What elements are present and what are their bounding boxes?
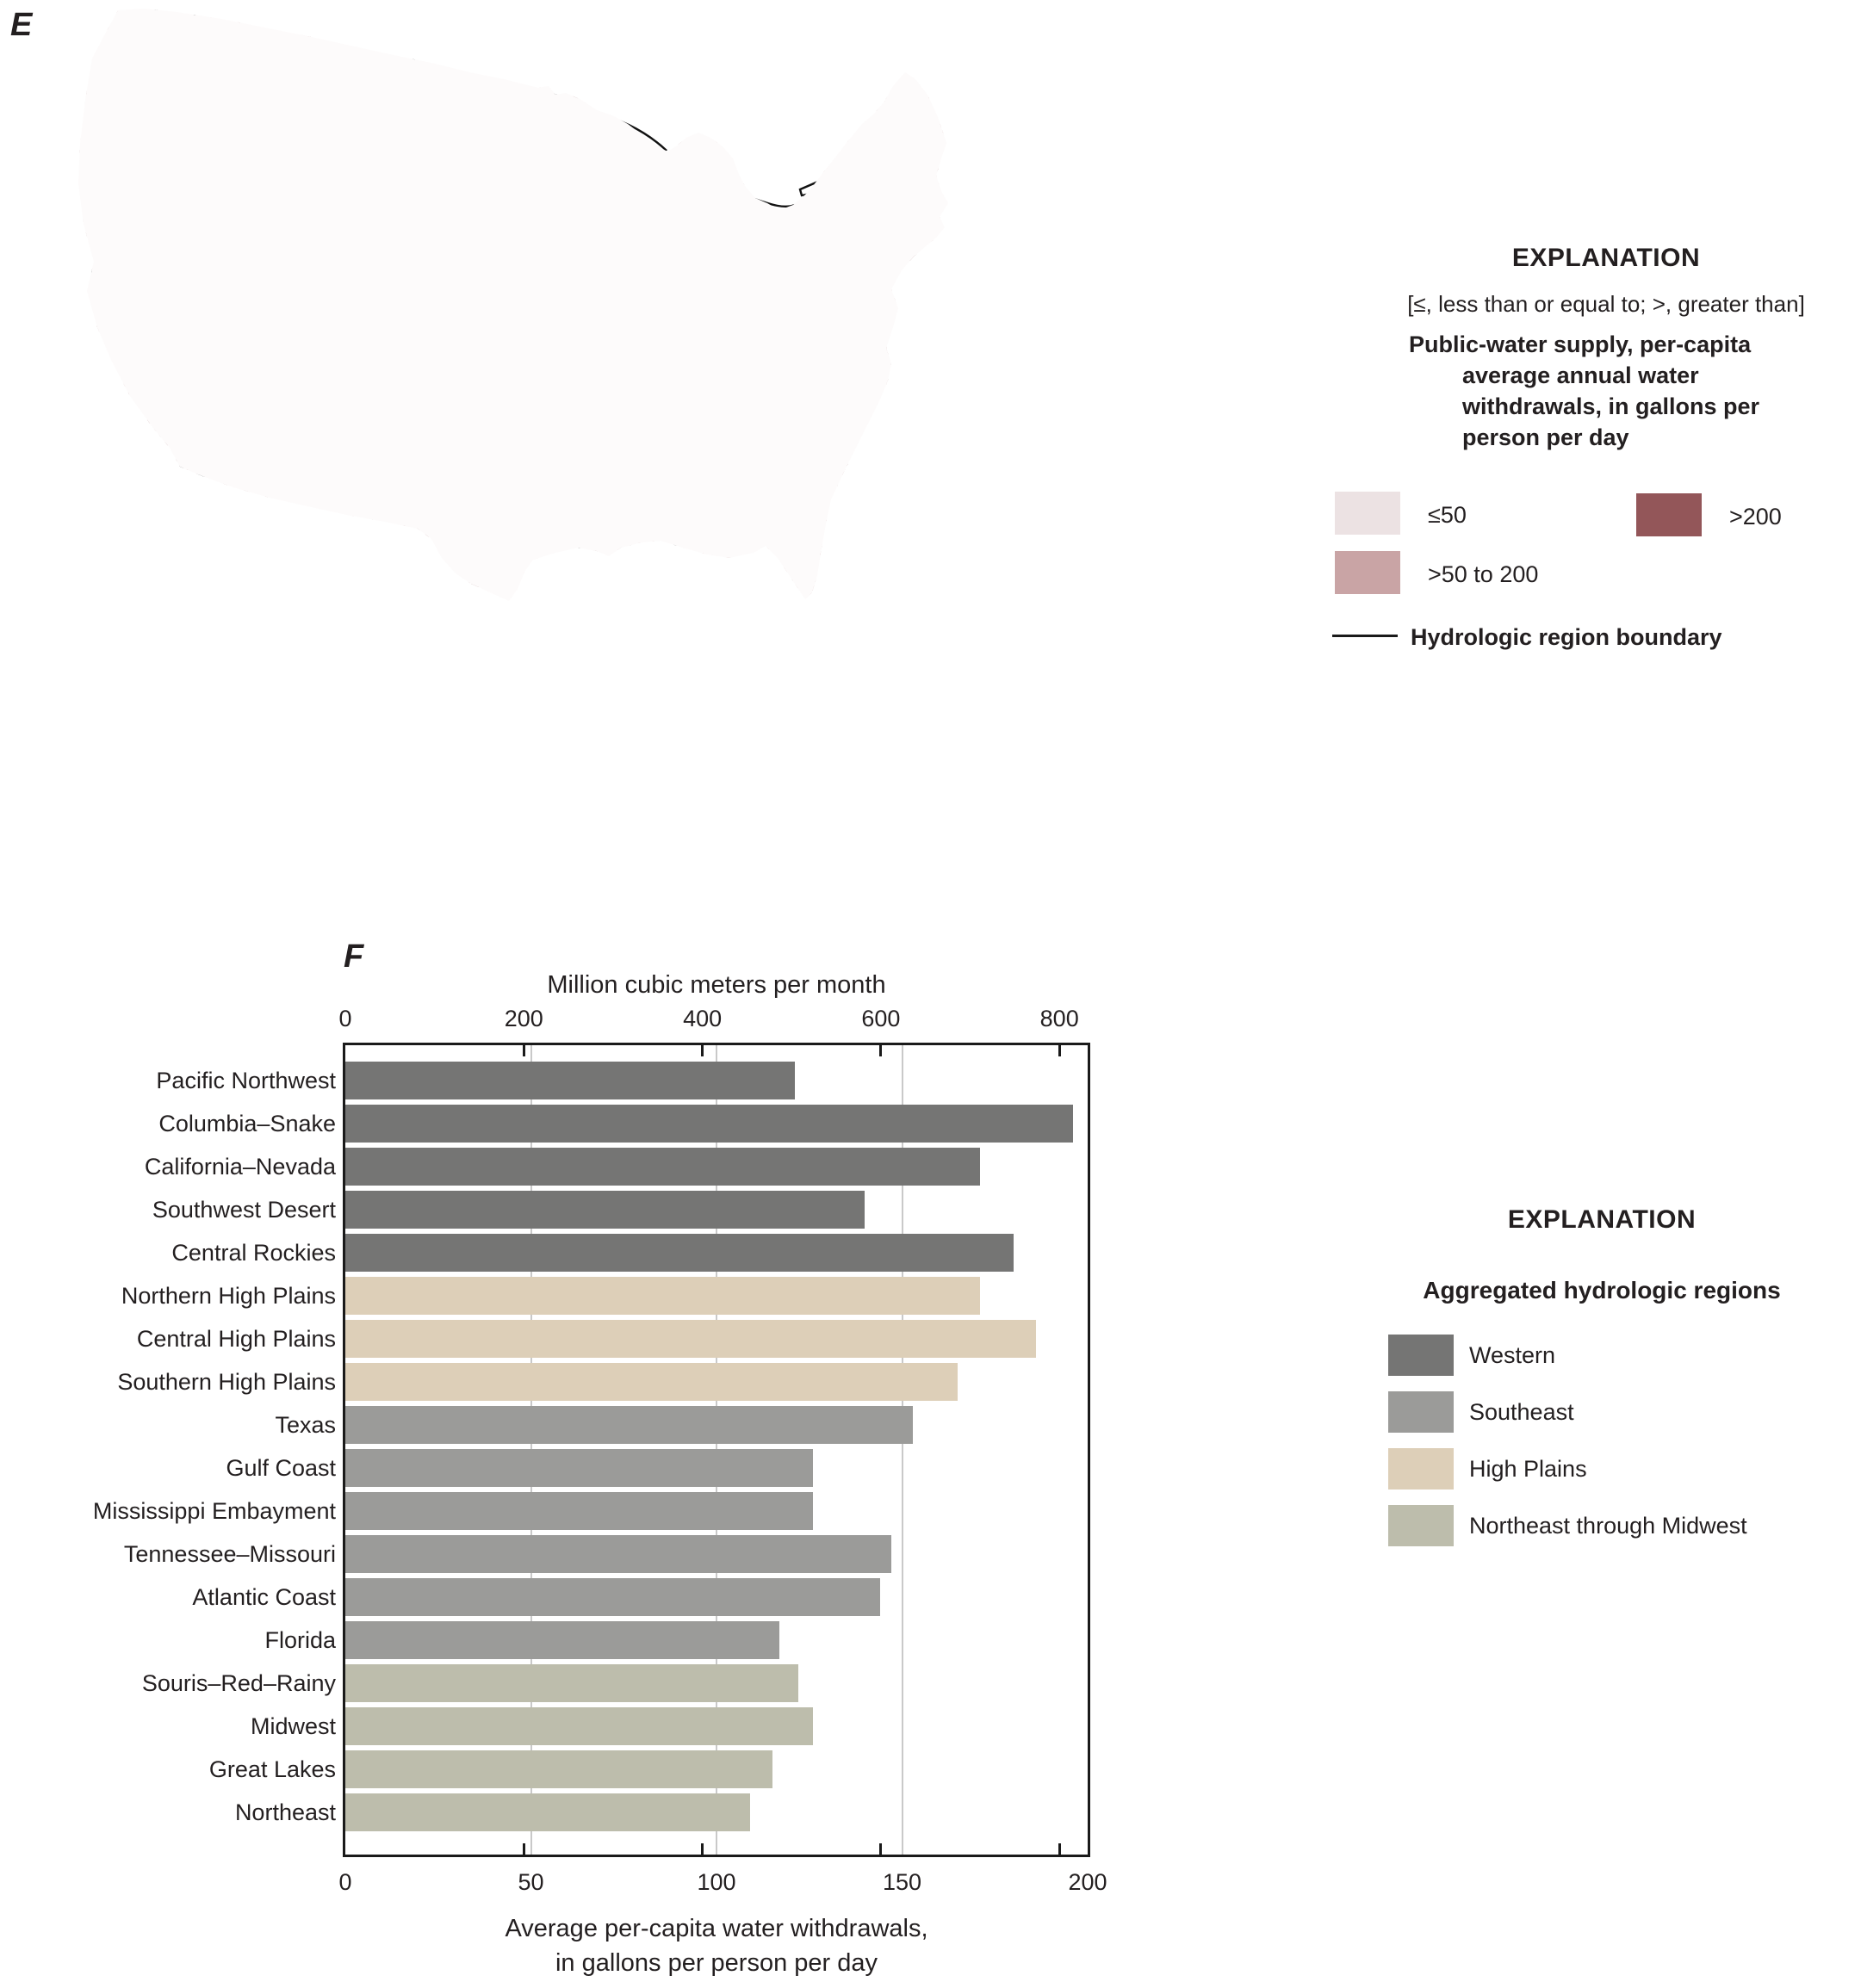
boundary-line-label: Hydrologic region boundary <box>1411 624 1722 650</box>
category-label: Atlantic Coast <box>192 1584 336 1610</box>
category-label: Souris–Red–Rainy <box>141 1670 336 1696</box>
category-label: Midwest <box>250 1713 336 1739</box>
us-coast-outline <box>78 9 948 601</box>
bar-souris–red–rainy <box>345 1664 798 1702</box>
bottom-axis-title: Average per-capita water withdrawals, in gallons per person per day <box>505 1915 928 1977</box>
top-axis-tick-label-800: 800 <box>1039 1006 1079 1031</box>
legend-swatch-western <box>1388 1335 1454 1376</box>
bar-pacific-northwest <box>345 1062 795 1099</box>
swatch-le50 <box>1335 492 1400 535</box>
category-label: Gulf Coast <box>226 1455 336 1481</box>
chart-legend-title: EXPLANATION <box>1507 1205 1697 1234</box>
top-tick-800 <box>1058 1045 1061 1056</box>
plot-top-border <box>343 1043 1090 1045</box>
top-axis-tick-label-0: 0 <box>338 1006 352 1031</box>
bar-mississippi-embayment <box>345 1492 813 1530</box>
swatch-gt200 <box>1636 493 1702 536</box>
bar-northern-high-plains <box>345 1277 980 1315</box>
bar-central-rockies <box>345 1234 1014 1272</box>
top-tick-200 <box>523 1045 525 1056</box>
top-tick-400 <box>701 1045 704 1056</box>
legend-label: Southeast <box>1469 1399 1574 1425</box>
bottom-tick-200 <box>523 1843 525 1855</box>
legend-swatch-northeast-through-midwest <box>1388 1505 1454 1546</box>
category-label: Florida <box>264 1627 336 1653</box>
bar-atlantic-coast <box>345 1578 880 1616</box>
bar-great-lakes <box>345 1750 772 1788</box>
category-label: Central Rockies <box>171 1240 336 1266</box>
label-gt200: >200 <box>1729 504 1782 530</box>
category-label: Northern High Plains <box>121 1283 336 1309</box>
swatch-50to200 <box>1335 551 1400 594</box>
map-legend-heading: Public-water supply, per-capita average annual water withdrawals, in gallons per person per day <box>1409 331 1760 450</box>
top-axis-title: Million cubic meters per month <box>547 971 886 999</box>
bar-california–nevada <box>345 1148 980 1186</box>
category-label: California–Nevada <box>144 1154 336 1180</box>
bottom-axis-tick-label-200: 200 <box>1068 1869 1107 1895</box>
category-label: Pacific Northwest <box>156 1068 336 1093</box>
legend-label: Northeast through Midwest <box>1469 1513 1747 1539</box>
label-50to200: >50 to 200 <box>1428 561 1539 587</box>
bar-northeast <box>345 1793 750 1831</box>
category-label: Texas <box>275 1412 336 1438</box>
bar-southwest-desert <box>345 1191 865 1229</box>
bottom-axis-tick-label-150: 150 <box>882 1869 922 1895</box>
panel-e-label: E <box>10 7 33 43</box>
legend-label: Western <box>1469 1342 1556 1368</box>
bar-southern-high-plains <box>345 1363 958 1401</box>
bottom-tick-400 <box>701 1843 704 1855</box>
us-hydrologic-regions-map <box>73 7 952 603</box>
chart-legend-subtitle: Aggregated hydrologic regions <box>1423 1277 1781 1304</box>
category-label: Great Lakes <box>208 1756 336 1782</box>
boundary-line-symbol <box>1332 635 1398 637</box>
bar-florida <box>345 1621 779 1659</box>
plot-left-border <box>343 1043 345 1857</box>
top-axis-tick-label-400: 400 <box>683 1006 723 1031</box>
legend-swatch-southeast <box>1388 1391 1454 1433</box>
bottom-tick-600 <box>879 1843 882 1855</box>
bar-texas <box>345 1406 913 1444</box>
panel-f-label: F <box>344 938 364 975</box>
bottom-axis-tick-label-100: 100 <box>697 1869 736 1895</box>
category-label: Tennessee–Missouri <box>123 1541 336 1567</box>
legend-label: High Plains <box>1469 1456 1587 1482</box>
bar-tennessee–missouri <box>345 1535 891 1573</box>
bar-central-high-plains <box>345 1320 1036 1358</box>
label-le50: ≤50 <box>1428 502 1467 528</box>
bottom-axis-tick-label-50: 50 <box>518 1869 544 1895</box>
plot-right-border <box>1088 1043 1090 1857</box>
category-label: Southwest Desert <box>152 1197 336 1223</box>
bottom-axis-tick-label-0: 0 <box>338 1869 352 1895</box>
bar-gulf-coast <box>345 1449 813 1487</box>
legend-swatch-high-plains <box>1388 1448 1454 1489</box>
bottom-tick-800 <box>1058 1843 1061 1855</box>
map-legend-title: EXPLANATION <box>1511 244 1701 272</box>
category-label: Central High Plains <box>136 1326 336 1352</box>
top-axis-tick-label-600: 600 <box>861 1006 901 1031</box>
category-label: Southern High Plains <box>117 1369 336 1395</box>
top-tick-600 <box>879 1045 882 1056</box>
bar-columbia–snake <box>345 1105 1073 1143</box>
category-label: Northeast <box>234 1799 336 1825</box>
map-legend-note: [≤, less than or equal to; >, greater than] <box>1407 291 1805 317</box>
bar-midwest <box>345 1707 813 1745</box>
category-label: Columbia–Snake <box>158 1111 336 1136</box>
top-axis-tick-label-200: 200 <box>504 1006 543 1031</box>
category-label: Mississippi Embayment <box>92 1498 336 1524</box>
plot-bottom-axis <box>343 1855 1090 1857</box>
